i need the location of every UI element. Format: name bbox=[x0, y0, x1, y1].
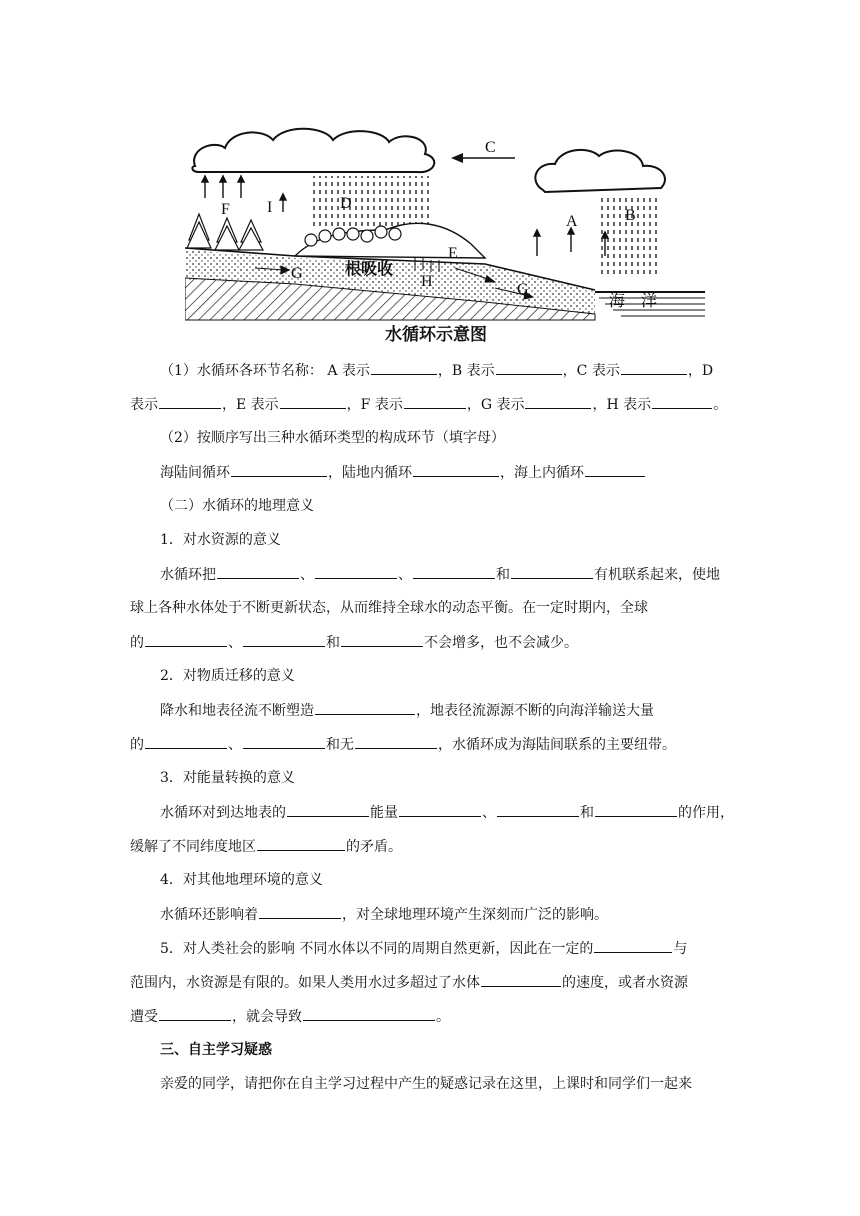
label-sea: 海 洋 bbox=[609, 291, 658, 310]
label-g1: G bbox=[291, 265, 303, 282]
blank-land[interactable] bbox=[413, 462, 499, 477]
q1-line2 bbox=[130, 394, 727, 415]
p5-text-e: 遭受 bbox=[130, 1009, 158, 1025]
p3-text-d: 缓解了不同纬度地区 bbox=[130, 839, 256, 855]
p4-line1 bbox=[160, 904, 608, 925]
q2-line bbox=[160, 462, 646, 483]
p5-line1 bbox=[160, 938, 687, 959]
p4-text-b: ，对全球地理环境产生深刻而广泛的影响。 bbox=[342, 907, 608, 923]
section2-title: （二）水循环的地理意义 bbox=[160, 498, 314, 514]
p3-title: 3．对能量转换的意义 bbox=[160, 770, 295, 786]
p2-text-a: 降水和地表径流不断塑造 bbox=[160, 703, 314, 719]
p2-sep: 、 bbox=[228, 737, 242, 753]
q1-text-c: ，C 表示 bbox=[562, 363, 620, 379]
right-cloud bbox=[535, 150, 665, 192]
blank-p5-4[interactable] bbox=[303, 1006, 435, 1021]
label-a: A bbox=[566, 213, 578, 230]
q1-text-e: 表示 bbox=[130, 397, 158, 413]
p1-line3 bbox=[130, 632, 578, 653]
label-b: B bbox=[625, 207, 636, 224]
q2-text-c: ，海上内循环 bbox=[500, 465, 584, 481]
blank-h[interactable] bbox=[652, 394, 712, 409]
section3-title: 三、自主学习疑惑 bbox=[160, 1042, 272, 1058]
p1-title: 1．对水资源的意义 bbox=[160, 532, 281, 548]
q2-text-a: 海陆间循环 bbox=[160, 465, 230, 481]
p5-text-b: 与 bbox=[673, 941, 688, 957]
p3-and: 和 bbox=[580, 805, 594, 821]
p1-and1: 和 bbox=[496, 567, 510, 583]
label-h: H bbox=[421, 273, 433, 290]
blank-b[interactable] bbox=[496, 360, 562, 375]
q1-text-h: ，G 表示 bbox=[466, 397, 525, 413]
label-d: D bbox=[340, 195, 352, 212]
water-cycle-illustration bbox=[185, 118, 705, 348]
p3-line1 bbox=[160, 802, 734, 823]
blank-p2-4[interactable] bbox=[355, 734, 437, 749]
q1-text-g: ，F 表示 bbox=[346, 397, 403, 413]
trees bbox=[187, 214, 263, 250]
blank-p3-1[interactable] bbox=[287, 802, 369, 817]
blank-sea[interactable] bbox=[585, 462, 645, 477]
p1-line2: 球上各种水体处于不断更新状态，从而维持全球水的动态平衡。在一定时期内，全球 bbox=[130, 600, 648, 616]
q1-text-i: ，H 表示 bbox=[592, 397, 652, 413]
p5-line3 bbox=[130, 1006, 450, 1027]
blank-p3-5[interactable] bbox=[257, 836, 345, 851]
p5-text-d: 的速度，或者水资源 bbox=[562, 975, 688, 991]
p2-line1 bbox=[160, 700, 654, 721]
blank-f[interactable] bbox=[404, 394, 466, 409]
p2-text-b: ，地表径流源源不断的向海洋输送大量 bbox=[416, 703, 654, 719]
p1-text-a: 水循环把 bbox=[160, 567, 216, 583]
p2-line2 bbox=[130, 734, 676, 755]
blank-p1-6[interactable] bbox=[243, 632, 325, 647]
blank-p3-2[interactable] bbox=[399, 802, 481, 817]
blank-p4-1[interactable] bbox=[259, 904, 341, 919]
p5-text-a: 5．对人类社会的影响 不同水体以不同的周期自然更新，因此在一定的 bbox=[160, 941, 594, 957]
q1-text-b: ，B 表示 bbox=[437, 363, 495, 379]
blank-p1-7[interactable] bbox=[341, 632, 423, 647]
blank-p5-3[interactable] bbox=[159, 1006, 231, 1021]
blank-p1-1[interactable] bbox=[217, 564, 299, 579]
blank-p1-3[interactable] bbox=[413, 564, 495, 579]
label-g2: G bbox=[517, 281, 529, 298]
blank-p1-2[interactable] bbox=[315, 564, 397, 579]
p1-line1 bbox=[160, 564, 720, 585]
p5-text-c: 范围内，水资源是有限的。如果人类用水过多超过了水体 bbox=[130, 975, 480, 991]
p1-sep1: 、 bbox=[300, 567, 314, 583]
p3-sep: 、 bbox=[482, 805, 496, 821]
q1-text-j: 。 bbox=[713, 397, 728, 413]
blank-p2-3[interactable] bbox=[243, 734, 325, 749]
left-cloud bbox=[192, 129, 434, 172]
p1-text-b: 有机联系起来，使地 bbox=[594, 567, 720, 583]
blank-p2-1[interactable] bbox=[315, 700, 415, 715]
section3-text: 亲爱的同学，请把你在自主学习过程中产生的疑惑记录在这里，上课时和同学们一起来 bbox=[160, 1076, 692, 1092]
p2-title: 2．对物质迁移的意义 bbox=[160, 668, 295, 684]
q1-line1 bbox=[160, 360, 713, 381]
p3-text-e: 的矛盾。 bbox=[346, 839, 402, 855]
diagram-title: 水循环示意图 bbox=[385, 325, 487, 345]
rain-d bbox=[311, 176, 431, 228]
q1-text-f: ，E 表示 bbox=[222, 397, 279, 413]
p2-text-c: 的 bbox=[130, 737, 144, 753]
label-e: E bbox=[448, 245, 458, 262]
q1-text-d: ，D bbox=[687, 363, 714, 379]
blank-a[interactable] bbox=[371, 360, 437, 375]
blank-p5-1[interactable] bbox=[594, 938, 672, 953]
p4-title: 4．对其他地理环境的意义 bbox=[160, 872, 323, 888]
q2-text-b: ，陆地内循环 bbox=[328, 465, 412, 481]
p2-text-e: ，水循环成为海陆间联系的主要纽带。 bbox=[438, 737, 676, 753]
p3-text-c: 的作用， bbox=[678, 805, 734, 821]
p5-text-g: 。 bbox=[436, 1009, 450, 1025]
p4-text-a: 水循环还影响着 bbox=[160, 907, 258, 923]
p2-text-d: 和无 bbox=[326, 737, 354, 753]
p1-text-d: 的 bbox=[130, 635, 144, 651]
p3-line2 bbox=[130, 836, 402, 857]
label-f: F bbox=[221, 201, 230, 218]
q1-text-a: （1）水循环各环节名称： A 表示 bbox=[160, 363, 370, 379]
blank-p2-2[interactable] bbox=[145, 734, 227, 749]
blank-c[interactable] bbox=[621, 360, 687, 375]
blank-sea-land[interactable] bbox=[231, 462, 327, 477]
blank-p1-4[interactable] bbox=[511, 564, 593, 579]
p3-text-a: 水循环对到达地表的 bbox=[160, 805, 286, 821]
blank-p5-2[interactable] bbox=[481, 972, 561, 987]
blank-p1-5[interactable] bbox=[145, 632, 227, 647]
water-cycle-diagram bbox=[185, 118, 705, 348]
blank-g[interactable] bbox=[525, 394, 591, 409]
p5-text-f: ，就会导致 bbox=[232, 1009, 302, 1025]
label-root: 根吸收 bbox=[345, 259, 394, 278]
p1-sep2: 、 bbox=[398, 567, 412, 583]
p5-line2 bbox=[130, 972, 688, 993]
blank-p3-3[interactable] bbox=[497, 802, 579, 817]
q2-title: （2）按顺序写出三种水循环类型的构成环节（填字母） bbox=[160, 430, 505, 446]
p1-text-e: 不会增多，也不会减少。 bbox=[424, 635, 578, 651]
p1-and2: 和 bbox=[326, 635, 340, 651]
blank-d[interactable] bbox=[159, 394, 221, 409]
label-c: C bbox=[485, 139, 496, 156]
p1-sep3: 、 bbox=[228, 635, 242, 651]
blank-e[interactable] bbox=[280, 394, 346, 409]
blank-p3-4[interactable] bbox=[595, 802, 677, 817]
label-i: I bbox=[267, 199, 273, 216]
p3-text-b: 能量 bbox=[370, 805, 398, 821]
